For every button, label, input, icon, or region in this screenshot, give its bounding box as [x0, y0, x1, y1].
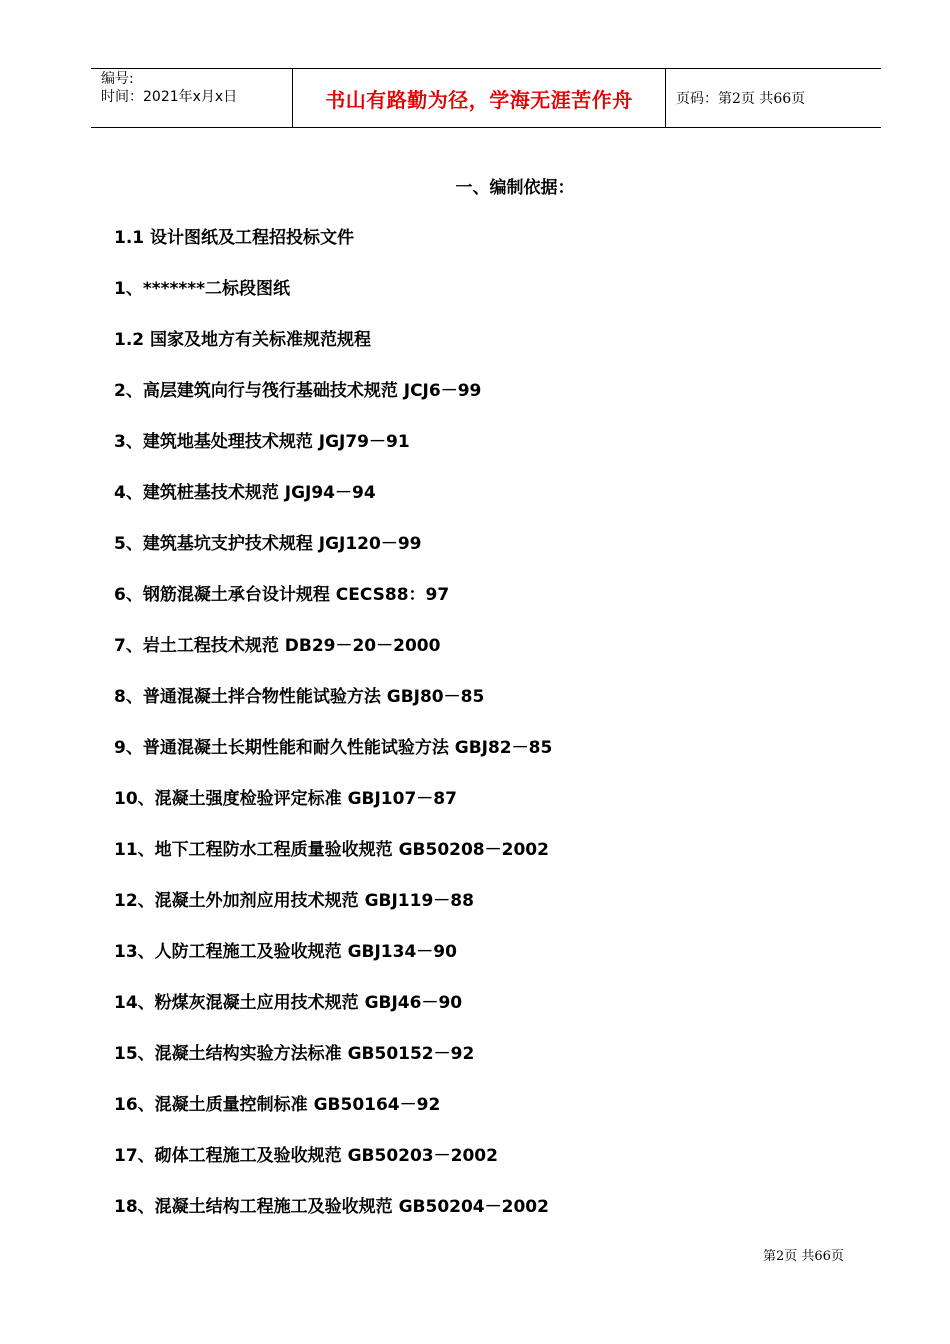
list-item: 4、建筑桩基技术规范 JGJ94－94 — [114, 483, 376, 503]
list-item: 12、混凝土外加剂应用技术规范 GBJ119－88 — [114, 891, 474, 911]
list-item: 10、混凝土强度检验评定标准 GBJ107－87 — [114, 789, 457, 809]
list-item: 1、*******二标段图纸 — [114, 279, 291, 299]
page-footer — [763, 1248, 844, 1266]
list-item: 3、建筑地基处理技术规范 JGJ79－91 — [114, 432, 410, 452]
list-item: 8、普通混凝土拌合物性能试验方法 GBJ80－85 — [114, 687, 485, 707]
header-meta-cell — [91, 69, 293, 127]
list-item: 7、岩土工程技术规范 DB29－20－2000 — [114, 636, 441, 656]
document-time-label: 时间：2021年x月x日 — [101, 89, 238, 105]
list-item: 1.1 设计图纸及工程招投标文件 — [114, 228, 355, 248]
list-item: 13、人防工程施工及验收规范 GBJ134－90 — [114, 942, 457, 962]
page-header — [91, 68, 881, 128]
document-number-label: 编号: — [101, 71, 134, 87]
list-item: 9、普通混凝土长期性能和耐久性能试验方法 GBJ82－85 — [114, 738, 553, 758]
list-item: 18、混凝土结构工程施工及验收规范 GB50204－2002 — [114, 1197, 549, 1217]
header-page-cell — [666, 69, 881, 127]
list-item: 2、高层建筑向行与筏行基础技术规范 JCJ6－99 — [114, 381, 482, 401]
section-heading: 一、编制依据： — [455, 178, 575, 198]
footer-page-info: 第2页 共66页 — [763, 1249, 844, 1264]
list-item: 5、建筑基坑支护技术规程 JGJ120－99 — [114, 534, 422, 554]
list-item: 11、地下工程防水工程质量验收规范 GB50208－2002 — [114, 840, 549, 860]
list-item: 17、砌体工程施工及验收规范 GB50203－2002 — [114, 1146, 498, 1166]
standards-list — [114, 226, 552, 1246]
header-motto-cell — [293, 69, 666, 127]
header-page-info: 页码：第2页 共66页 — [676, 91, 806, 107]
list-item: 15、混凝土结构实验方法标准 GB50152－92 — [114, 1044, 475, 1064]
list-item: 16、混凝土质量控制标准 GB50164－92 — [114, 1095, 441, 1115]
list-item: 6、钢筋混凝土承台设计规程 CECS88：97 — [114, 585, 450, 605]
list-item: 14、粉煤灰混凝土应用技术规范 GBJ46－90 — [114, 993, 463, 1013]
header-motto: 书山有路勤为径，学海无涯苦作舟 — [325, 87, 633, 112]
list-item: 1.2 国家及地方有关标准规范规程 — [114, 330, 372, 350]
